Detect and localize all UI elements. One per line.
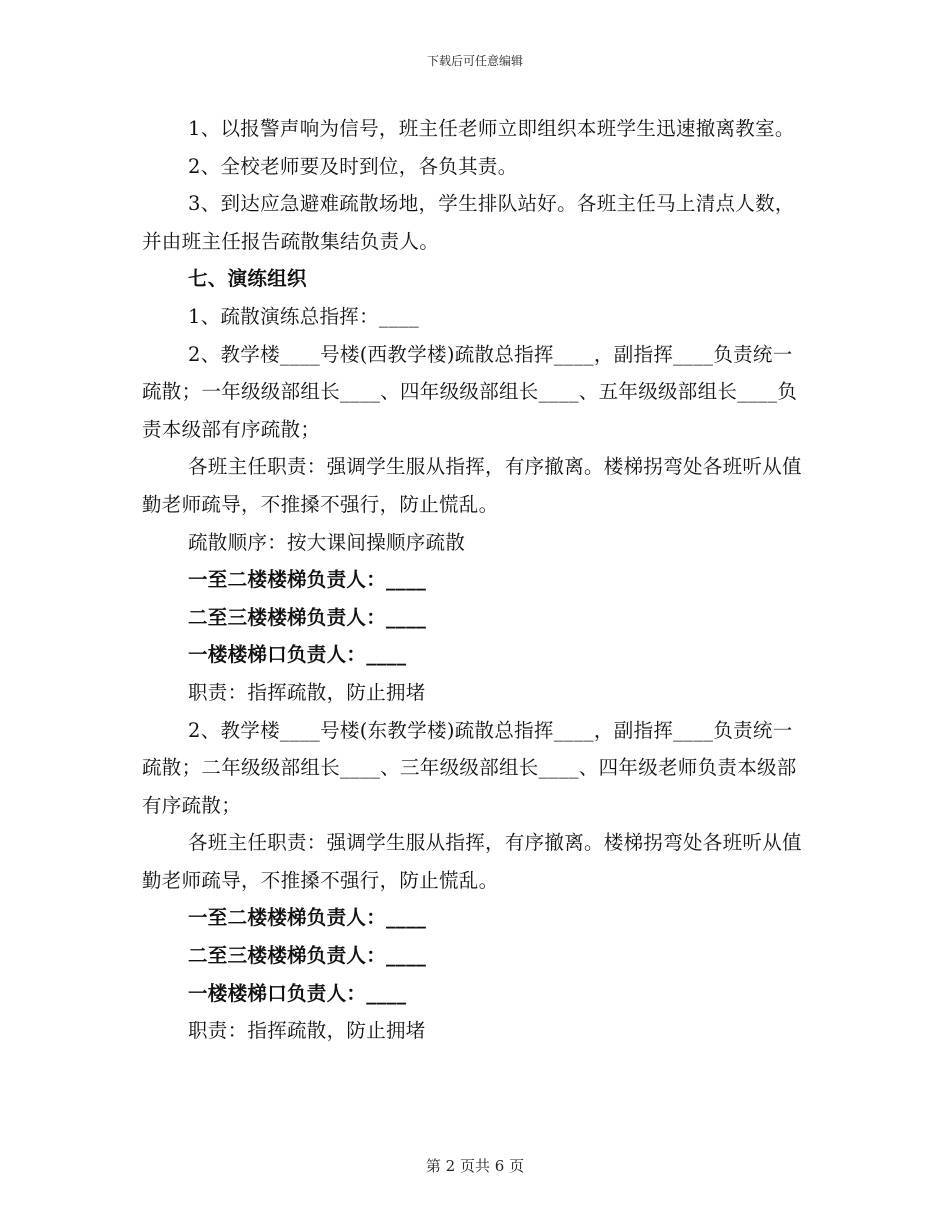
paragraph-1: 1、以报警声响为信号，班主任老师立即组织本班学生迅速撤离教室。	[188, 117, 795, 140]
paragraph-teacher-duties-1: 各班主任职责：强调学生服从指挥，有序撤离。楼梯拐弯处各班听从值勤老师疏导，不推搡不强行，防止慌乱。	[142, 455, 802, 516]
page-header: 下载后可任意编辑	[426, 54, 523, 68]
paragraph-2: 2、全校老师要及时到位，各负其责。	[188, 154, 518, 178]
duty-west: 职责：指挥疏散，防止拥堵	[188, 680, 426, 704]
paragraph-commander: 1、疏散演练总指挥：____	[188, 304, 420, 328]
paragraph-3: 3、到达应急避难疏散场地，学生排队站好。各班主任马上清点人数，并由班主任报告疏散集结负责人。	[142, 192, 795, 253]
stair-1-2-lead-west: 一至二楼楼梯负责人：____	[188, 568, 427, 592]
stair-2-3-lead-west: 二至三楼楼梯负责人：____	[188, 605, 427, 629]
document-body	[142, 110, 810, 1050]
stair-2-3-lead-east: 二至三楼楼梯负责人：____	[188, 944, 427, 968]
paragraph-teacher-duties-2: 各班主任职责：强调学生服从指挥，有序撤离。楼梯拐弯处各班听从值勤老师疏导，不推搡不强行，防止慌乱。	[142, 831, 802, 892]
paragraph-order: 疏散顺序：按大课间操顺序疏散	[188, 530, 466, 554]
stair-exit-lead-west: 一楼楼梯口负责人：____	[188, 643, 407, 667]
stair-exit-lead-east: 一楼楼梯口负责人：____	[188, 981, 407, 1005]
paragraph-east-building: 2、教学楼____号楼(东教学楼)疏散总指挥____，副指挥____负责统一疏散；二年级级部组长____、三年级级部组长____、四年级老师负责本级部有序疏散；	[142, 718, 797, 817]
duty-east: 职责：指挥疏散，防止拥堵	[188, 1019, 426, 1043]
paragraph-west-building: 2、教学楼____号楼(西教学楼)疏散总指挥____，副指挥____负责统一疏散；一年级级部组长____、四年级级部组长____、五年级级部组长____负责本级部有序疏散；	[142, 342, 798, 441]
page-footer: 第 2 页共 6 页	[425, 1157, 525, 1175]
stair-1-2-lead-east: 一至二楼楼梯负责人：____	[188, 906, 427, 930]
section-heading: 七、演练组织	[188, 267, 307, 291]
